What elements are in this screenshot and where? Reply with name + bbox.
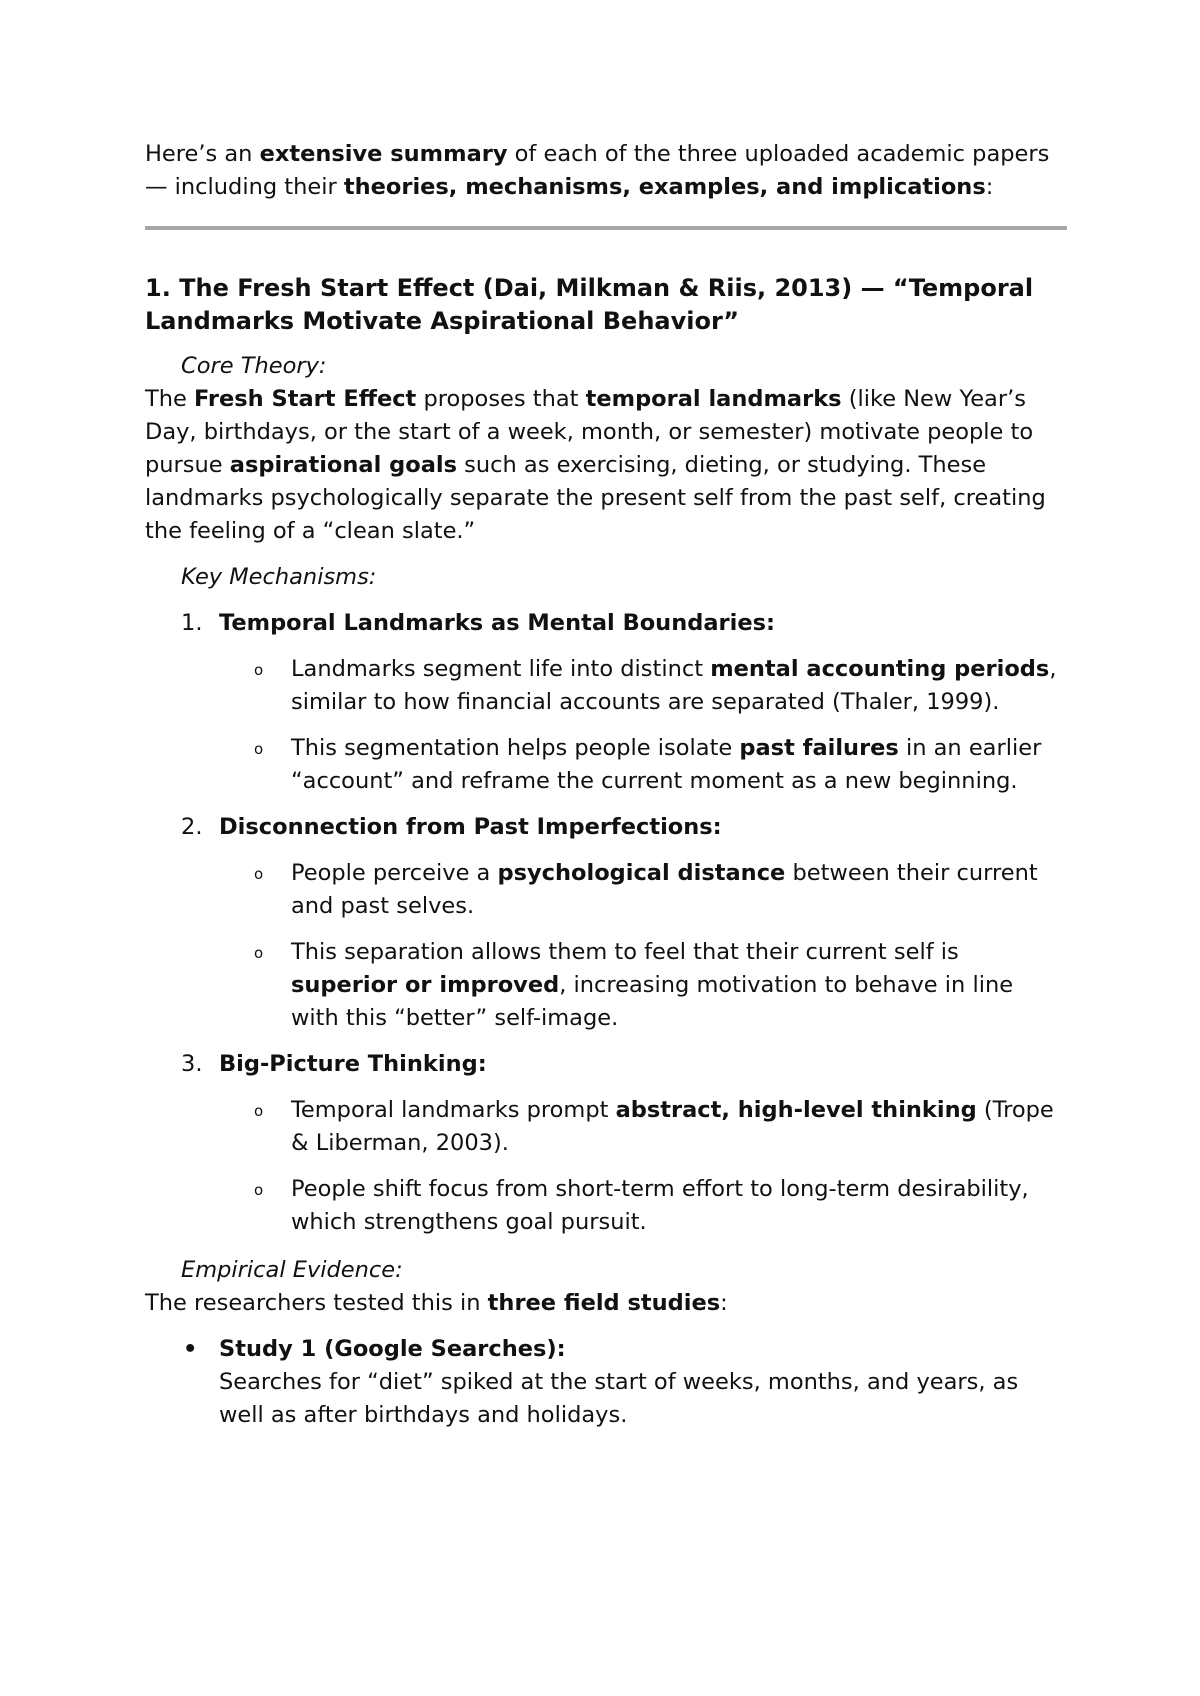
bold-run: psychological distance xyxy=(497,860,786,886)
bold-run: mental accounting periods xyxy=(710,656,1050,682)
bold-run: past failures xyxy=(739,735,899,761)
text-run: , increasing motivation to behave in line with this “better” self-image. xyxy=(291,972,1014,1031)
text-run: in an earlier “account” and reframe the current moment as a new beginning. xyxy=(291,735,1042,794)
item-number: 1. xyxy=(181,610,203,636)
sub-bullet xyxy=(254,936,1067,1035)
bullet-marker-icon: o xyxy=(254,865,264,883)
sub-bullet xyxy=(254,1094,1067,1160)
bullet-marker-icon: o xyxy=(254,1102,264,1120)
sub-bullet xyxy=(254,857,1067,923)
sub-bullet xyxy=(254,1173,1067,1239)
study-title: Study 1 (Google Searches): xyxy=(219,1336,566,1362)
bold-run: abstract, high-level thinking xyxy=(615,1097,977,1123)
bold-run: Fresh Start Effect xyxy=(194,386,417,412)
text-run: Landmarks segment life into distinct xyxy=(291,656,711,682)
sub-bullet xyxy=(254,653,1067,719)
intro-text: : xyxy=(985,174,994,200)
bold-run: superior or improved xyxy=(291,972,560,998)
intro-text: Here’s an xyxy=(145,141,260,167)
text-run: between their current and past selves. xyxy=(291,860,1038,919)
text-run: This separation allows them to feel that their current self is xyxy=(291,939,959,965)
bullet-marker-icon: o xyxy=(254,944,264,962)
text-run: People shift focus from short-term effort to long-term desirability, which strengthens goal pursuit. xyxy=(291,1176,1029,1235)
item-title: Big-Picture Thinking: xyxy=(219,1051,487,1077)
bullet-dot-icon: • xyxy=(183,1336,198,1362)
sub-bullet xyxy=(254,732,1067,798)
text-run: (Trope & Liberman, 2003). xyxy=(291,1097,1054,1156)
item-number: 2. xyxy=(181,814,203,840)
numbered-item xyxy=(181,607,1067,640)
item-number: 3. xyxy=(181,1051,203,1077)
text-run: (like New Year’s Day, birthdays, or the start of a week, month, or semester) motivate people to pursue xyxy=(145,386,1034,478)
item-title: Disconnection from Past Imperfections: xyxy=(219,814,722,840)
bullet-marker-icon: o xyxy=(254,1181,264,1199)
text-run: This segmentation helps people isolate xyxy=(291,735,740,761)
bold-run: temporal landmarks xyxy=(585,386,842,412)
numbered-item xyxy=(181,811,1067,844)
bold-run: three field studies xyxy=(487,1290,721,1316)
numbered-item xyxy=(181,1048,1067,1081)
text-run: , similar to how financial accounts are separated (Thaler, 1999). xyxy=(291,656,1057,715)
intro-paragraph xyxy=(145,138,1067,204)
text-run: proposes that xyxy=(416,386,586,412)
text-run: People perceive a xyxy=(291,860,498,886)
section-heading: 1. The Fresh Start Effect (Dai, Milkman & Riis, 2013) — “Temporal Landmarks Motivate Aspirational Behavior” xyxy=(145,274,1034,335)
study-bullet xyxy=(183,1333,1067,1432)
text-run: The researchers tested this in xyxy=(145,1290,488,1316)
bold-run: aspirational goals xyxy=(229,452,457,478)
core-theory-label: Core Theory: xyxy=(181,353,327,379)
item-title: Temporal Landmarks as Mental Boundaries: xyxy=(219,610,775,636)
horizontal-divider xyxy=(145,226,1067,230)
bullet-marker-icon: o xyxy=(254,661,264,679)
text-run: such as exercising, dieting, or studying. These landmarks psychologically separate the present self from the past self, creating the feeling of a “clean slate.” xyxy=(145,452,1046,544)
intro-bold: extensive summary xyxy=(259,141,508,167)
text-run: : xyxy=(720,1290,728,1316)
study-text: Searches for “diet” spiked at the start of weeks, months, and years, as well as after birthdays and holidays. xyxy=(219,1369,1019,1428)
core-theory-paragraph xyxy=(145,383,1067,548)
empirical-paragraph xyxy=(145,1287,1067,1320)
text-run: The xyxy=(145,386,194,412)
intro-text: of each of the three uploaded academic papers — including their xyxy=(145,141,1050,200)
empirical-evidence-label: Empirical Evidence: xyxy=(181,1257,403,1283)
intro-bold: theories, mechanisms, examples, and implications xyxy=(343,174,986,200)
document-page xyxy=(145,138,1067,1432)
key-mechanisms-label: Key Mechanisms: xyxy=(181,564,377,590)
text-run: Temporal landmarks prompt xyxy=(291,1097,616,1123)
bullet-marker-icon: o xyxy=(254,740,264,758)
